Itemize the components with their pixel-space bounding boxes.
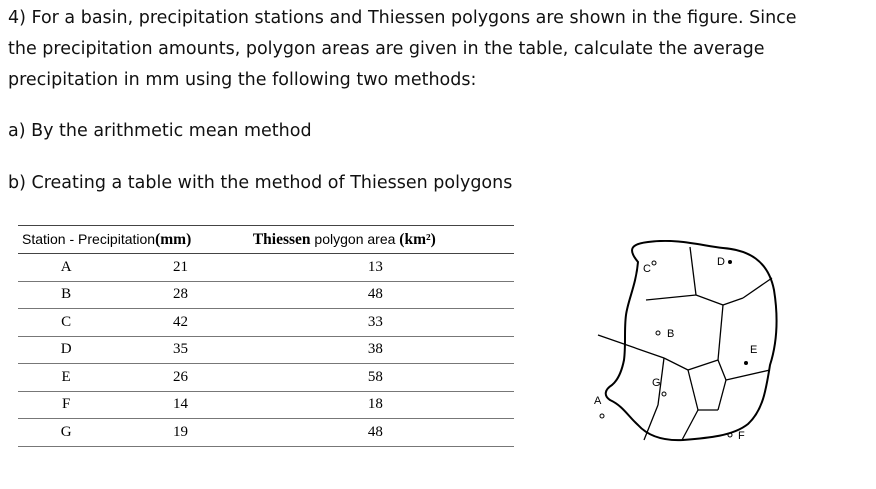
station-label-B: B	[667, 328, 675, 340]
precip-cell: 14	[114, 391, 247, 419]
station-label-C: C	[643, 263, 651, 275]
table-row	[18, 281, 514, 309]
area-cell: 33	[247, 309, 514, 337]
thiessen-figure	[578, 240, 788, 455]
basin-outline	[606, 241, 777, 440]
table-body	[18, 254, 514, 447]
station-cell: A	[18, 254, 114, 282]
area-cell: 48	[247, 419, 514, 447]
area-cell: 58	[247, 364, 514, 392]
precip-cell: 26	[114, 364, 247, 392]
station-cell: D	[18, 336, 114, 364]
precip-cell: 42	[114, 309, 247, 337]
precip-cell: 28	[114, 281, 247, 309]
precip-cell: 21	[114, 254, 247, 282]
precip-cell: 19	[114, 419, 247, 447]
header-station-label: Station - Precipitation	[22, 230, 156, 247]
station-point-G	[662, 392, 666, 396]
header-area-bold: Thiessen	[252, 230, 311, 248]
station-cell: F	[18, 391, 114, 419]
table-row	[18, 391, 514, 419]
station-cell: G	[18, 419, 114, 447]
header-area-text: polygon area	[310, 230, 400, 247]
station-label-E: E	[750, 344, 758, 356]
table-row	[18, 336, 514, 364]
station-label-F: F	[738, 430, 745, 442]
question-line-3: precipitation in mm using the following two methods:	[8, 70, 477, 90]
station-label-D: D	[717, 256, 725, 268]
area-cell: 38	[247, 336, 514, 364]
question-line-1: 4) For a basin, precipitation stations and Thiessen polygons are shown in the figure. Since	[8, 8, 797, 28]
station-cell: B	[18, 281, 114, 309]
part-b-text: b) Creating a table with the method of Thiessen polygons	[8, 173, 513, 193]
data-table	[18, 225, 514, 447]
area-cell: 18	[247, 391, 514, 419]
area-cell: 48	[247, 281, 514, 309]
header-unit-label: (mm)	[155, 230, 192, 248]
header-station-precip	[18, 226, 247, 254]
station-point-E	[744, 361, 748, 365]
table-row	[18, 364, 514, 392]
precip-cell: 35	[114, 336, 247, 364]
question-line-2: the precipitation amounts, polygon areas are given in the table, calculate the average	[8, 39, 765, 59]
header-area-unit: (km²)	[399, 230, 436, 248]
table-row	[18, 254, 514, 282]
part-a-text: a) By the arithmetic mean method	[8, 121, 312, 141]
station-cell: E	[18, 364, 114, 392]
header-area	[247, 226, 514, 254]
table-header-row	[18, 226, 514, 254]
station-point-A	[600, 414, 604, 418]
station-point-D	[728, 260, 732, 264]
station-point-C	[652, 261, 656, 265]
station-point-B	[656, 331, 660, 335]
station-cell: C	[18, 309, 114, 337]
station-label-A: A	[594, 395, 602, 407]
area-cell: 13	[247, 254, 514, 282]
station-label-G: G	[652, 377, 661, 389]
table-row	[18, 309, 514, 337]
table-row	[18, 419, 514, 447]
